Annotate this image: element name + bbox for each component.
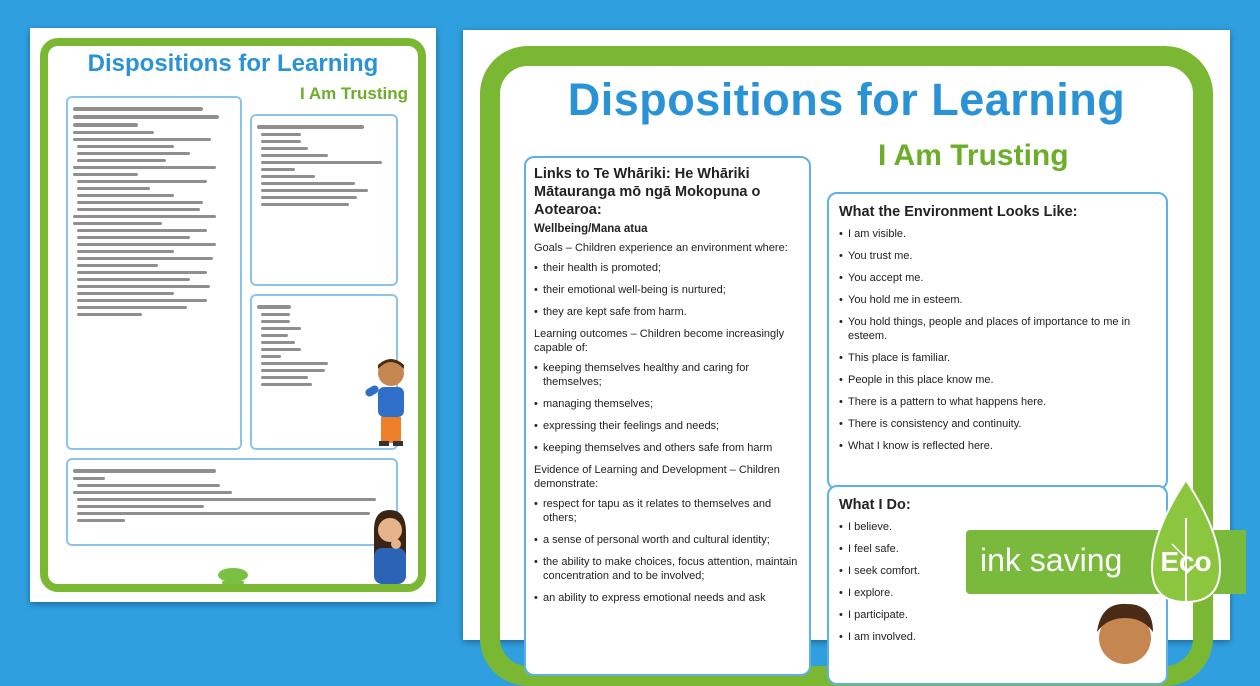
links-box xyxy=(524,156,811,676)
outcomes-intro: Learning outcomes – Children become increasingly capable of: xyxy=(534,328,785,354)
evidence-item: • respect for tapu as it relates to themselves and others; xyxy=(534,497,801,525)
poster-title: Dispositions for Learning xyxy=(567,74,1126,125)
goals-intro: Goals – Children experience an environment where: xyxy=(534,242,788,254)
poster-thumbnail[interactable] xyxy=(30,28,436,602)
what-i-do-item: • I participate. xyxy=(839,608,1156,622)
environment-item: • I am visible. xyxy=(839,227,1156,241)
environment-item: • What I know is reflected here. xyxy=(839,439,1156,453)
twinkl-logo xyxy=(216,566,250,586)
environment-item: • You accept me. xyxy=(839,271,1156,285)
boy-illustration xyxy=(363,355,413,447)
environment-item: • There is consistency and continuity. xyxy=(839,417,1156,431)
thumbnail-curriculum-box xyxy=(66,458,398,546)
what-i-do-item: • I believe. xyxy=(839,520,1156,534)
thumbnail-links-box xyxy=(66,96,242,450)
environment-item: • You hold things, people and places of importance to me in esteem. xyxy=(839,315,1156,343)
environment-item: • You trust me. xyxy=(839,249,1156,263)
what-i-do-item: • I feel safe. xyxy=(839,542,1156,556)
girl-illustration xyxy=(366,508,410,584)
thumbnail-environment-box xyxy=(250,114,398,286)
environment-heading: What the Environment Looks Like: xyxy=(839,204,1078,220)
thumbnail-subtitle: I Am Trusting xyxy=(300,84,408,103)
goal-item: • they are kept safe from harm. xyxy=(534,305,801,319)
evidence-item: • an ability to express emotional needs and ask xyxy=(534,591,801,605)
environment-box xyxy=(827,192,1168,490)
evidence-item: • a sense of personal worth and cultural identity; xyxy=(534,533,801,547)
environment-item: • This place is familiar. xyxy=(839,351,1156,365)
outcome-item: • managing themselves; xyxy=(534,397,801,411)
outcome-item: • expressing their feelings and needs; xyxy=(534,419,801,433)
what-i-do-item: • I seek comfort. xyxy=(839,564,1156,578)
what-i-do-item: • I explore. xyxy=(839,586,1156,600)
environment-item: • There is a pattern to what happens here. xyxy=(839,395,1156,409)
what-i-do-heading: What I Do: xyxy=(839,497,911,513)
environment-item: • People in this place know me. xyxy=(839,373,1156,387)
thumbnail-title: Dispositions for Learning xyxy=(87,50,379,77)
environment-item: • You hold me in esteem. xyxy=(839,293,1156,307)
links-heading: Links to Te Whāriki: He Whāriki Mātauranga mō ngā Mokopuna o Aotearoa: xyxy=(534,166,761,218)
poster-subtitle: I Am Trusting xyxy=(878,139,1069,172)
links-strand: Wellbeing/Mana atua xyxy=(534,223,648,235)
evidence-item: • the ability to make choices, focus attention, maintain concentration and to be involved; xyxy=(534,555,801,583)
goal-item: • their emotional well-being is nurtured; xyxy=(534,283,801,297)
outcome-item: • keeping themselves and others safe from harm xyxy=(534,441,801,455)
eco-badge-label: Eco xyxy=(1160,546,1212,577)
what-i-do-item: • I am involved. xyxy=(839,630,1156,644)
goal-item: • their health is promoted; xyxy=(534,261,801,275)
evidence-intro: Evidence of Learning and Development – Children demonstrate: xyxy=(534,464,780,490)
ink-saving-label: ink saving xyxy=(980,542,1123,578)
outcome-item: • keeping themselves healthy and caring for themselves; xyxy=(534,361,801,389)
